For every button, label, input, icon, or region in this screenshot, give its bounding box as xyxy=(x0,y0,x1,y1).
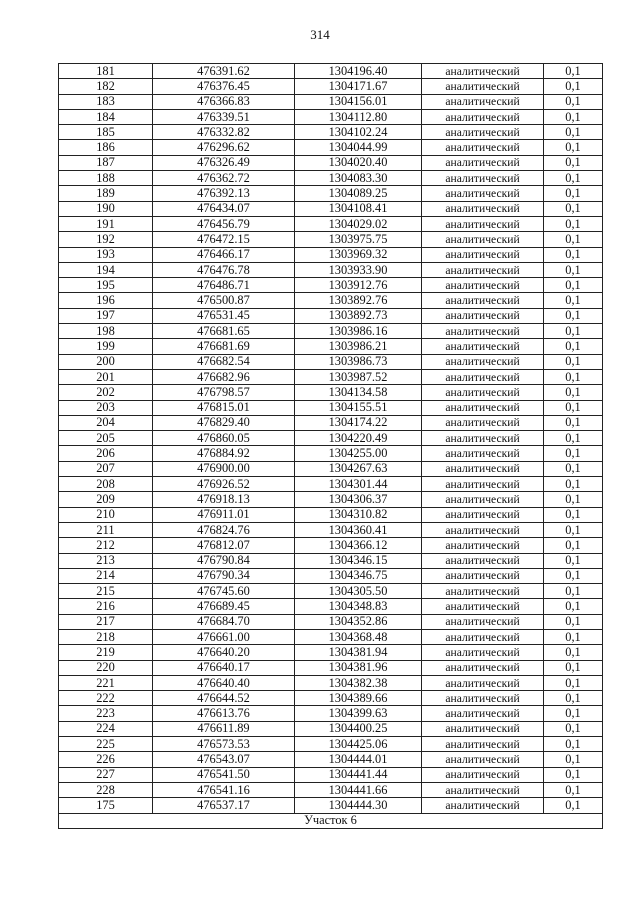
y-coordinate-cell: 1304399.63 xyxy=(295,706,422,721)
point-number-cell: 181 xyxy=(59,64,153,79)
table-row xyxy=(59,293,603,308)
point-number-cell: 218 xyxy=(59,629,153,644)
method-cell: аналитический xyxy=(422,324,544,339)
y-coordinate-cell: 1304348.83 xyxy=(295,599,422,614)
table-row xyxy=(59,629,603,644)
y-coordinate-cell: 1304196.40 xyxy=(295,64,422,79)
table-row xyxy=(59,94,603,109)
x-coordinate-cell: 476681.69 xyxy=(153,339,295,354)
table-row xyxy=(59,125,603,140)
y-coordinate-cell: 1304108.41 xyxy=(295,201,422,216)
method-cell: аналитический xyxy=(422,691,544,706)
accuracy-cell: 0,1 xyxy=(544,752,603,767)
method-cell: аналитический xyxy=(422,278,544,293)
accuracy-cell: 0,1 xyxy=(544,614,603,629)
accuracy-cell: 0,1 xyxy=(544,109,603,124)
table-row xyxy=(59,584,603,599)
y-coordinate-cell: 1304134.58 xyxy=(295,385,422,400)
method-cell: аналитический xyxy=(422,782,544,797)
point-number-cell: 224 xyxy=(59,721,153,736)
accuracy-cell: 0,1 xyxy=(544,507,603,522)
method-cell: аналитический xyxy=(422,385,544,400)
accuracy-cell: 0,1 xyxy=(544,660,603,675)
x-coordinate-cell: 476573.53 xyxy=(153,737,295,752)
x-coordinate-cell: 476682.54 xyxy=(153,354,295,369)
y-coordinate-cell: 1304382.38 xyxy=(295,675,422,690)
accuracy-cell: 0,1 xyxy=(544,599,603,614)
x-coordinate-cell: 476682.96 xyxy=(153,369,295,384)
accuracy-cell: 0,1 xyxy=(544,492,603,507)
y-coordinate-cell: 1304441.66 xyxy=(295,782,422,797)
y-coordinate-cell: 1304020.40 xyxy=(295,155,422,170)
coordinates-table-body xyxy=(59,64,603,829)
table-row xyxy=(59,553,603,568)
table-row xyxy=(59,798,603,813)
method-cell: аналитический xyxy=(422,354,544,369)
method-cell: аналитический xyxy=(422,431,544,446)
y-coordinate-cell: 1303933.90 xyxy=(295,262,422,277)
point-number-cell: 184 xyxy=(59,109,153,124)
point-number-cell: 196 xyxy=(59,293,153,308)
y-coordinate-cell: 1304366.12 xyxy=(295,538,422,553)
point-number-cell: 206 xyxy=(59,446,153,461)
y-coordinate-cell: 1304346.75 xyxy=(295,568,422,583)
accuracy-cell: 0,1 xyxy=(544,64,603,79)
x-coordinate-cell: 476476.78 xyxy=(153,262,295,277)
y-coordinate-cell: 1304301.44 xyxy=(295,477,422,492)
accuracy-cell: 0,1 xyxy=(544,216,603,231)
table-row xyxy=(59,79,603,94)
y-coordinate-cell: 1304155.51 xyxy=(295,400,422,415)
table-row xyxy=(59,140,603,155)
accuracy-cell: 0,1 xyxy=(544,415,603,430)
x-coordinate-cell: 476486.71 xyxy=(153,278,295,293)
point-number-cell: 186 xyxy=(59,140,153,155)
y-coordinate-cell: 1304306.37 xyxy=(295,492,422,507)
method-cell: аналитический xyxy=(422,737,544,752)
table-row xyxy=(59,385,603,400)
y-coordinate-cell: 1304305.50 xyxy=(295,584,422,599)
table-row xyxy=(59,278,603,293)
y-coordinate-cell: 1304368.48 xyxy=(295,629,422,644)
y-coordinate-cell: 1304171.67 xyxy=(295,79,422,94)
y-coordinate-cell: 1304089.25 xyxy=(295,186,422,201)
accuracy-cell: 0,1 xyxy=(544,262,603,277)
point-number-cell: 194 xyxy=(59,262,153,277)
accuracy-cell: 0,1 xyxy=(544,431,603,446)
point-number-cell: 200 xyxy=(59,354,153,369)
x-coordinate-cell: 476611.89 xyxy=(153,721,295,736)
table-row xyxy=(59,507,603,522)
accuracy-cell: 0,1 xyxy=(544,293,603,308)
method-cell: аналитический xyxy=(422,584,544,599)
x-coordinate-cell: 476296.62 xyxy=(153,140,295,155)
x-coordinate-cell: 476860.05 xyxy=(153,431,295,446)
method-cell: аналитический xyxy=(422,171,544,186)
y-coordinate-cell: 1304346.15 xyxy=(295,553,422,568)
method-cell: аналитический xyxy=(422,369,544,384)
table-row xyxy=(59,155,603,170)
point-number-cell: 210 xyxy=(59,507,153,522)
table-row xyxy=(59,262,603,277)
y-coordinate-cell: 1303892.73 xyxy=(295,308,422,323)
table-row xyxy=(59,400,603,415)
x-coordinate-cell: 476541.16 xyxy=(153,782,295,797)
method-cell: аналитический xyxy=(422,232,544,247)
point-number-cell: 222 xyxy=(59,691,153,706)
y-coordinate-cell: 1304112.80 xyxy=(295,109,422,124)
y-coordinate-cell: 1303969.32 xyxy=(295,247,422,262)
method-cell: аналитический xyxy=(422,155,544,170)
method-cell: аналитический xyxy=(422,216,544,231)
accuracy-cell: 0,1 xyxy=(544,767,603,782)
table-row xyxy=(59,737,603,752)
accuracy-cell: 0,1 xyxy=(544,171,603,186)
table-row xyxy=(59,446,603,461)
accuracy-cell: 0,1 xyxy=(544,155,603,170)
table-row xyxy=(59,415,603,430)
table-row xyxy=(59,752,603,767)
point-number-cell: 188 xyxy=(59,171,153,186)
method-cell: аналитический xyxy=(422,721,544,736)
method-cell: аналитический xyxy=(422,599,544,614)
point-number-cell: 183 xyxy=(59,94,153,109)
y-coordinate-cell: 1303986.16 xyxy=(295,324,422,339)
point-number-cell: 223 xyxy=(59,706,153,721)
table-row xyxy=(59,109,603,124)
table-row xyxy=(59,339,603,354)
point-number-cell: 202 xyxy=(59,385,153,400)
accuracy-cell: 0,1 xyxy=(544,568,603,583)
y-coordinate-cell: 1304425.06 xyxy=(295,737,422,752)
table-row xyxy=(59,614,603,629)
accuracy-cell: 0,1 xyxy=(544,278,603,293)
x-coordinate-cell: 476366.83 xyxy=(153,94,295,109)
table-row xyxy=(59,324,603,339)
point-number-cell: 182 xyxy=(59,79,153,94)
point-number-cell: 209 xyxy=(59,492,153,507)
x-coordinate-cell: 476815.01 xyxy=(153,400,295,415)
section-label: Участок 6 xyxy=(59,813,603,828)
point-number-cell: 225 xyxy=(59,737,153,752)
y-coordinate-cell: 1304174.22 xyxy=(295,415,422,430)
accuracy-cell: 0,1 xyxy=(544,553,603,568)
accuracy-cell: 0,1 xyxy=(544,706,603,721)
point-number-cell: 193 xyxy=(59,247,153,262)
coordinates-table xyxy=(58,63,603,829)
point-number-cell: 189 xyxy=(59,186,153,201)
x-coordinate-cell: 476911.01 xyxy=(153,507,295,522)
point-number-cell: 211 xyxy=(59,522,153,537)
method-cell: аналитический xyxy=(422,415,544,430)
x-coordinate-cell: 476640.40 xyxy=(153,675,295,690)
x-coordinate-cell: 476926.52 xyxy=(153,477,295,492)
point-number-cell: 195 xyxy=(59,278,153,293)
y-coordinate-cell: 1304360.41 xyxy=(295,522,422,537)
table-row xyxy=(59,431,603,446)
table-row xyxy=(59,354,603,369)
accuracy-cell: 0,1 xyxy=(544,369,603,384)
y-coordinate-cell: 1304267.63 xyxy=(295,461,422,476)
x-coordinate-cell: 476900.00 xyxy=(153,461,295,476)
point-number-cell: 198 xyxy=(59,324,153,339)
method-cell: аналитический xyxy=(422,522,544,537)
x-coordinate-cell: 476684.70 xyxy=(153,614,295,629)
section-row xyxy=(59,813,603,828)
accuracy-cell: 0,1 xyxy=(544,798,603,813)
x-coordinate-cell: 476376.45 xyxy=(153,79,295,94)
y-coordinate-cell: 1304352.86 xyxy=(295,614,422,629)
x-coordinate-cell: 476543.07 xyxy=(153,752,295,767)
accuracy-cell: 0,1 xyxy=(544,461,603,476)
point-number-cell: 215 xyxy=(59,584,153,599)
y-coordinate-cell: 1303912.76 xyxy=(295,278,422,293)
accuracy-cell: 0,1 xyxy=(544,446,603,461)
table-row xyxy=(59,461,603,476)
y-coordinate-cell: 1303892.76 xyxy=(295,293,422,308)
point-number-cell: 228 xyxy=(59,782,153,797)
x-coordinate-cell: 476790.34 xyxy=(153,568,295,583)
x-coordinate-cell: 476829.40 xyxy=(153,415,295,430)
method-cell: аналитический xyxy=(422,201,544,216)
y-coordinate-cell: 1304400.25 xyxy=(295,721,422,736)
table-row xyxy=(59,492,603,507)
point-number-cell: 191 xyxy=(59,216,153,231)
x-coordinate-cell: 476500.87 xyxy=(153,293,295,308)
x-coordinate-cell: 476689.45 xyxy=(153,599,295,614)
method-cell: аналитический xyxy=(422,140,544,155)
accuracy-cell: 0,1 xyxy=(544,645,603,660)
point-number-cell: 190 xyxy=(59,201,153,216)
x-coordinate-cell: 476541.50 xyxy=(153,767,295,782)
table-row xyxy=(59,171,603,186)
x-coordinate-cell: 476644.52 xyxy=(153,691,295,706)
x-coordinate-cell: 476798.57 xyxy=(153,385,295,400)
table-row xyxy=(59,522,603,537)
accuracy-cell: 0,1 xyxy=(544,584,603,599)
x-coordinate-cell: 476434.07 xyxy=(153,201,295,216)
accuracy-cell: 0,1 xyxy=(544,522,603,537)
table-row xyxy=(59,599,603,614)
point-number-cell: 219 xyxy=(59,645,153,660)
method-cell: аналитический xyxy=(422,247,544,262)
accuracy-cell: 0,1 xyxy=(544,232,603,247)
y-coordinate-cell: 1304444.01 xyxy=(295,752,422,767)
x-coordinate-cell: 476531.45 xyxy=(153,308,295,323)
method-cell: аналитический xyxy=(422,798,544,813)
accuracy-cell: 0,1 xyxy=(544,721,603,736)
x-coordinate-cell: 476745.60 xyxy=(153,584,295,599)
x-coordinate-cell: 476456.79 xyxy=(153,216,295,231)
method-cell: аналитический xyxy=(422,186,544,201)
x-coordinate-cell: 476613.76 xyxy=(153,706,295,721)
point-number-cell: 214 xyxy=(59,568,153,583)
point-number-cell: 208 xyxy=(59,477,153,492)
y-coordinate-cell: 1304310.82 xyxy=(295,507,422,522)
method-cell: аналитический xyxy=(422,446,544,461)
accuracy-cell: 0,1 xyxy=(544,354,603,369)
y-coordinate-cell: 1304156.01 xyxy=(295,94,422,109)
method-cell: аналитический xyxy=(422,614,544,629)
method-cell: аналитический xyxy=(422,675,544,690)
accuracy-cell: 0,1 xyxy=(544,675,603,690)
point-number-cell: 205 xyxy=(59,431,153,446)
x-coordinate-cell: 476640.20 xyxy=(153,645,295,660)
method-cell: аналитический xyxy=(422,125,544,140)
y-coordinate-cell: 1304441.44 xyxy=(295,767,422,782)
accuracy-cell: 0,1 xyxy=(544,691,603,706)
table-row xyxy=(59,691,603,706)
y-coordinate-cell: 1304381.94 xyxy=(295,645,422,660)
y-coordinate-cell: 1304044.99 xyxy=(295,140,422,155)
accuracy-cell: 0,1 xyxy=(544,400,603,415)
table-row xyxy=(59,721,603,736)
method-cell: аналитический xyxy=(422,507,544,522)
x-coordinate-cell: 476681.65 xyxy=(153,324,295,339)
accuracy-cell: 0,1 xyxy=(544,629,603,644)
table-row xyxy=(59,782,603,797)
point-number-cell: 207 xyxy=(59,461,153,476)
method-cell: аналитический xyxy=(422,629,544,644)
x-coordinate-cell: 476918.13 xyxy=(153,492,295,507)
accuracy-cell: 0,1 xyxy=(544,94,603,109)
x-coordinate-cell: 476537.17 xyxy=(153,798,295,813)
method-cell: аналитический xyxy=(422,645,544,660)
point-number-cell: 185 xyxy=(59,125,153,140)
x-coordinate-cell: 476391.62 xyxy=(153,64,295,79)
x-coordinate-cell: 476392.13 xyxy=(153,186,295,201)
x-coordinate-cell: 476362.72 xyxy=(153,171,295,186)
method-cell: аналитический xyxy=(422,109,544,124)
point-number-cell: 203 xyxy=(59,400,153,415)
point-number-cell: 192 xyxy=(59,232,153,247)
x-coordinate-cell: 476812.07 xyxy=(153,538,295,553)
point-number-cell: 226 xyxy=(59,752,153,767)
y-coordinate-cell: 1304220.49 xyxy=(295,431,422,446)
table-row xyxy=(59,216,603,231)
method-cell: аналитический xyxy=(422,400,544,415)
point-number-cell: 216 xyxy=(59,599,153,614)
y-coordinate-cell: 1304102.24 xyxy=(295,125,422,140)
accuracy-cell: 0,1 xyxy=(544,308,603,323)
point-number-cell: 213 xyxy=(59,553,153,568)
table-row xyxy=(59,201,603,216)
method-cell: аналитический xyxy=(422,538,544,553)
table-row xyxy=(59,369,603,384)
point-number-cell: 201 xyxy=(59,369,153,384)
point-number-cell: 204 xyxy=(59,415,153,430)
method-cell: аналитический xyxy=(422,767,544,782)
x-coordinate-cell: 476640.17 xyxy=(153,660,295,675)
table-row xyxy=(59,232,603,247)
table-row xyxy=(59,767,603,782)
y-coordinate-cell: 1303986.21 xyxy=(295,339,422,354)
table-row xyxy=(59,308,603,323)
accuracy-cell: 0,1 xyxy=(544,737,603,752)
method-cell: аналитический xyxy=(422,553,544,568)
accuracy-cell: 0,1 xyxy=(544,538,603,553)
x-coordinate-cell: 476339.51 xyxy=(153,109,295,124)
point-number-cell: 221 xyxy=(59,675,153,690)
x-coordinate-cell: 476326.49 xyxy=(153,155,295,170)
method-cell: аналитический xyxy=(422,308,544,323)
table-row xyxy=(59,247,603,262)
point-number-cell: 187 xyxy=(59,155,153,170)
table-row xyxy=(59,477,603,492)
method-cell: аналитический xyxy=(422,339,544,354)
method-cell: аналитический xyxy=(422,262,544,277)
table-row xyxy=(59,706,603,721)
y-coordinate-cell: 1304255.00 xyxy=(295,446,422,461)
method-cell: аналитический xyxy=(422,492,544,507)
method-cell: аналитический xyxy=(422,293,544,308)
point-number-cell: 220 xyxy=(59,660,153,675)
accuracy-cell: 0,1 xyxy=(544,324,603,339)
table-row xyxy=(59,186,603,201)
method-cell: аналитический xyxy=(422,660,544,675)
y-coordinate-cell: 1304389.66 xyxy=(295,691,422,706)
table-row xyxy=(59,660,603,675)
point-number-cell: 197 xyxy=(59,308,153,323)
point-number-cell: 199 xyxy=(59,339,153,354)
x-coordinate-cell: 476472.15 xyxy=(153,232,295,247)
point-number-cell: 212 xyxy=(59,538,153,553)
y-coordinate-cell: 1304444.30 xyxy=(295,798,422,813)
y-coordinate-cell: 1304029.02 xyxy=(295,216,422,231)
accuracy-cell: 0,1 xyxy=(544,782,603,797)
accuracy-cell: 0,1 xyxy=(544,339,603,354)
method-cell: аналитический xyxy=(422,64,544,79)
y-coordinate-cell: 1303986.73 xyxy=(295,354,422,369)
accuracy-cell: 0,1 xyxy=(544,125,603,140)
method-cell: аналитический xyxy=(422,461,544,476)
point-number-cell: 175 xyxy=(59,798,153,813)
accuracy-cell: 0,1 xyxy=(544,477,603,492)
table-row xyxy=(59,568,603,583)
method-cell: аналитический xyxy=(422,79,544,94)
point-number-cell: 217 xyxy=(59,614,153,629)
accuracy-cell: 0,1 xyxy=(544,385,603,400)
table-row xyxy=(59,645,603,660)
accuracy-cell: 0,1 xyxy=(544,140,603,155)
method-cell: аналитический xyxy=(422,94,544,109)
accuracy-cell: 0,1 xyxy=(544,79,603,94)
method-cell: аналитический xyxy=(422,477,544,492)
method-cell: аналитический xyxy=(422,752,544,767)
table-row xyxy=(59,675,603,690)
x-coordinate-cell: 476332.82 xyxy=(153,125,295,140)
table-row xyxy=(59,64,603,79)
method-cell: аналитический xyxy=(422,706,544,721)
accuracy-cell: 0,1 xyxy=(544,201,603,216)
y-coordinate-cell: 1303987.52 xyxy=(295,369,422,384)
accuracy-cell: 0,1 xyxy=(544,186,603,201)
accuracy-cell: 0,1 xyxy=(544,247,603,262)
x-coordinate-cell: 476466.17 xyxy=(153,247,295,262)
x-coordinate-cell: 476790.84 xyxy=(153,553,295,568)
y-coordinate-cell: 1304381.96 xyxy=(295,660,422,675)
table-row xyxy=(59,538,603,553)
y-coordinate-cell: 1304083.30 xyxy=(295,171,422,186)
x-coordinate-cell: 476824.76 xyxy=(153,522,295,537)
y-coordinate-cell: 1303975.75 xyxy=(295,232,422,247)
x-coordinate-cell: 476884.92 xyxy=(153,446,295,461)
method-cell: аналитический xyxy=(422,568,544,583)
point-number-cell: 227 xyxy=(59,767,153,782)
x-coordinate-cell: 476661.00 xyxy=(153,629,295,644)
page-number: 314 xyxy=(310,27,330,42)
